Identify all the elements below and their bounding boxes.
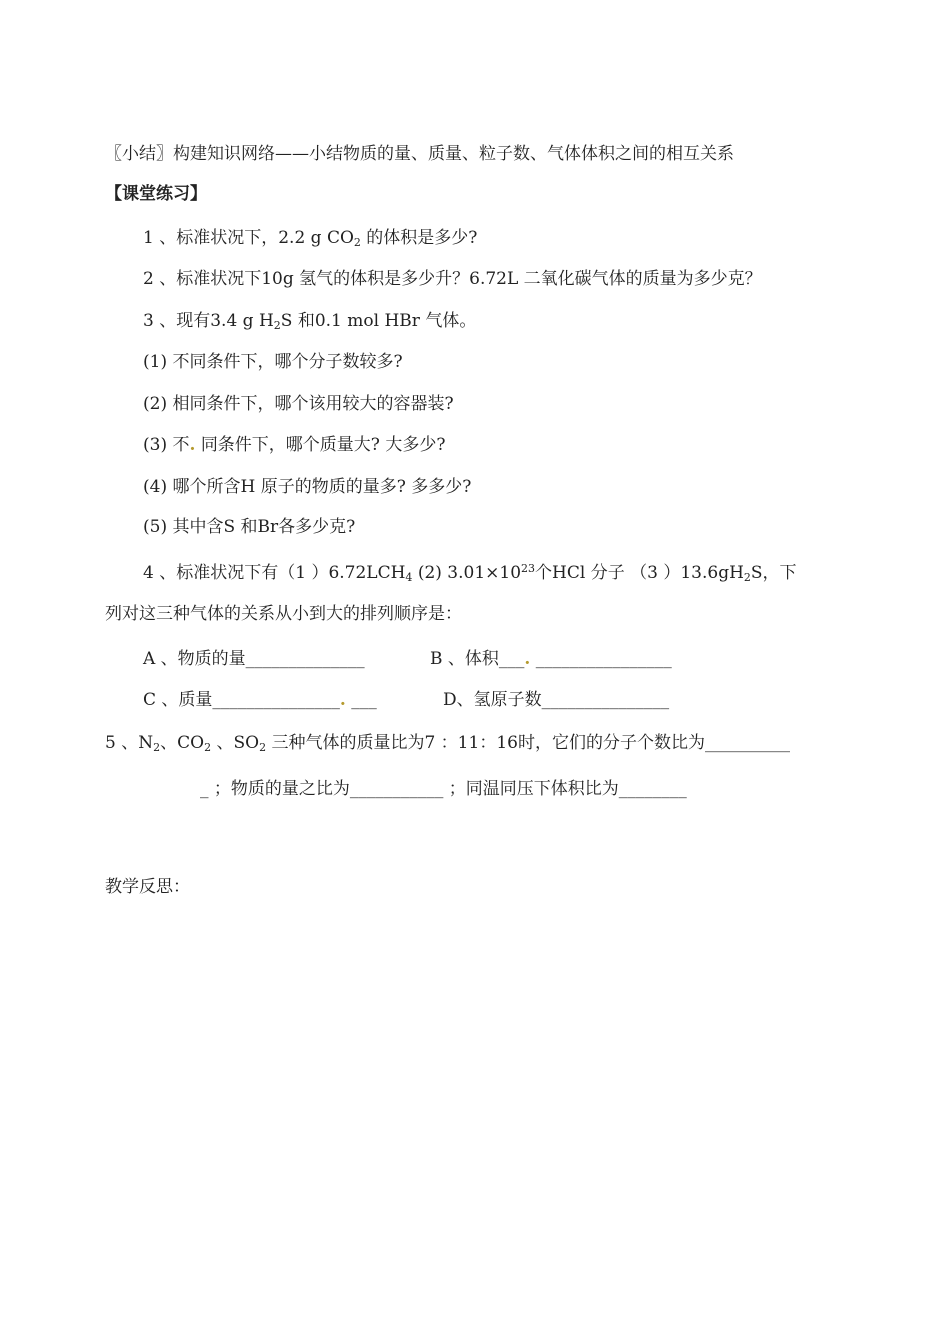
summary-text: 〖小结〗构建知识网络——小结物质的量、质量、粒子数、气体体积之间的相互关系 <box>105 144 734 164</box>
section-title-text: 【课堂练习】 <box>105 184 207 204</box>
mark-dot: . <box>189 435 196 455</box>
question-4-a: A 、物质的量______________ <box>143 649 365 669</box>
summary-line <box>105 143 734 165</box>
question-3-item-2: (2) 相同条件下，哪个该用较大的容器装? <box>143 394 454 414</box>
question-4-line-2: 列对这三种气体的关系从小到大的排列顺序是： <box>105 604 462 624</box>
mark-dot: . <box>339 690 346 710</box>
question-3-item-5: (5) 其中含S 和Br各多少克? <box>143 517 356 537</box>
question-5: 5 、$N_2$、$CO_2$ 、$SO_2$ 三种气体的质量比为7 ：11：16时，它们的分子个数比为__________ <box>105 733 790 754</box>
question-1: 1 、标准状况下，2.2 g $CO_2$ 的体积是多少? <box>143 228 478 249</box>
mark-dot: . <box>524 649 531 669</box>
reflection-heading: 教学反思： <box>105 877 190 897</box>
question-4: 4 、标准状况下有（1 ）$6.72LCH_4$ (2) $3.01\times 10^{23}$个HCl 分子 （3 ）$13.6gH_2S$，下 <box>143 562 797 584</box>
section-title <box>105 183 207 205</box>
question-3-item-1: (1) 不同条件下，哪个分子数较多? <box>143 352 403 372</box>
question-5-line-2: _ ；物质的量之比为___________ ；同温同压下体积比为________ <box>200 779 687 799</box>
question-3-item-4: (4) 哪个所含H 原子的物质的量多? 多多少? <box>143 477 472 497</box>
question-4-d: D、氢原子数_______________ <box>443 690 670 710</box>
question-3-item-3: (3) 不. 同条件下，哪个质量大? 大多少? <box>143 435 446 455</box>
question-3: 3 、现有3.4 g $H_2S$ 和0.1 mol HBr 气体。 <box>143 311 477 332</box>
question-2: 2 、标准状况下10g 氢气的体积是多少升？6.72L 二氧化碳气体的质量为多少克？ <box>143 269 762 289</box>
question-4-c: C 、质量_______________. ___ <box>143 690 377 710</box>
question-4-b: B 、体积___. ________________ <box>430 649 672 669</box>
